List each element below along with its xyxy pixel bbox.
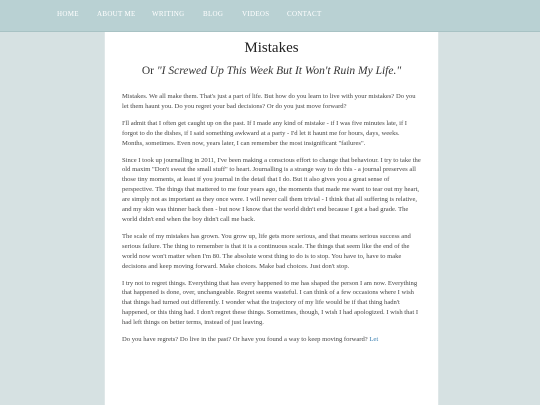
read-more-link[interactable]: Let bbox=[369, 336, 379, 344]
nav-blog-link[interactable]: BLOG bbox=[203, 10, 224, 18]
post-last-paragraph-text: Do you have regrets? Do live in the past? Or have you found a way to keep moving forward? bbox=[122, 336, 368, 344]
post-paragraph: Mistakes. We all make them. That's just a part of life. But how do you learn to live with your mistakes? Do you let them haunt you. Do you regret your bad decisions? Or do you just move forward? bbox=[122, 93, 416, 110]
nav-about-me-link[interactable]: ABOUT ME bbox=[97, 10, 136, 18]
post-body bbox=[122, 92, 421, 352]
post-subtitle-prefix: Or bbox=[141, 65, 157, 77]
top-navigation-bar bbox=[0, 0, 540, 32]
post-paragraph: I'll admit that I often get caught up on the past. If I made any kind of mistake - if I was five minutes late, if I forgot to do the dishes, if I said something awkward at a party - I'd let it haunt me for hours, days, weeks. Months, sometimes. Even now, years later, I can remember the most insignificant "failures". bbox=[122, 119, 408, 147]
post-paragraph: I try not to regret things. Everything that has every happened to me has shaped the person I am now. Everything that happened is done, over, unchangeable. Regret seems wasteful. I can think of a few occasions where I wish that things had turned out differently. I wonder what the trajectory of my life would be if that thing hadn't happened, or this thing had. I don't regret these things. Sometimes, though, I wish I had apologized. I wish that I had left things on better terms, instead of just leaving. bbox=[122, 279, 419, 327]
post-title: Mistakes bbox=[244, 40, 299, 56]
post-subtitle-quote: "I Screwed Up This Week But It Won't Ruin My Life." bbox=[156, 65, 402, 77]
nav-home-link[interactable]: HOME bbox=[57, 10, 79, 18]
post-paragraph: The scale of my mistakes has grown. You grow up, life gets more serious, and that means serious success and serious failure. The thing to remember is that it is a continuous scale. The things that seem like the end of the world now won't matter when I'm 80. The absolute worst thing to do is to stop. You have to, have to make decisions and keep moving forward. Make choices. Make bad choices. Just don't stop. bbox=[122, 232, 411, 270]
blog-post-sheet bbox=[104, 32, 439, 405]
post-subtitle bbox=[105, 65, 438, 77]
nav-writing-link[interactable]: WRITING bbox=[152, 10, 185, 18]
nav-contact-link[interactable]: CONTACT bbox=[287, 10, 322, 18]
post-last-paragraph bbox=[122, 335, 421, 345]
nav-videos-link[interactable]: VIDEOS bbox=[242, 10, 270, 18]
post-paragraph: Since I took up journalling in 2011, I've been making a conscious effort to change that behaviour. I try to take the old maxim "Don't sweat the small stuff" to heart. Journalling is a strange way to do this - a journal preserves all those tiny moments, at least if you journal in the detail that I do. But it also gives you a great sense of perspective. The things that mattered to me four years ago, the moments that made me want to tear out my heart, are simply not as important as they once were. I will never call them trivial - I think that all suffering is relative, and my skin was thinner back then - but now I know that the world didn't end because I got a bad grade. The world didn't end when the boy didn't call me back. bbox=[122, 156, 421, 223]
